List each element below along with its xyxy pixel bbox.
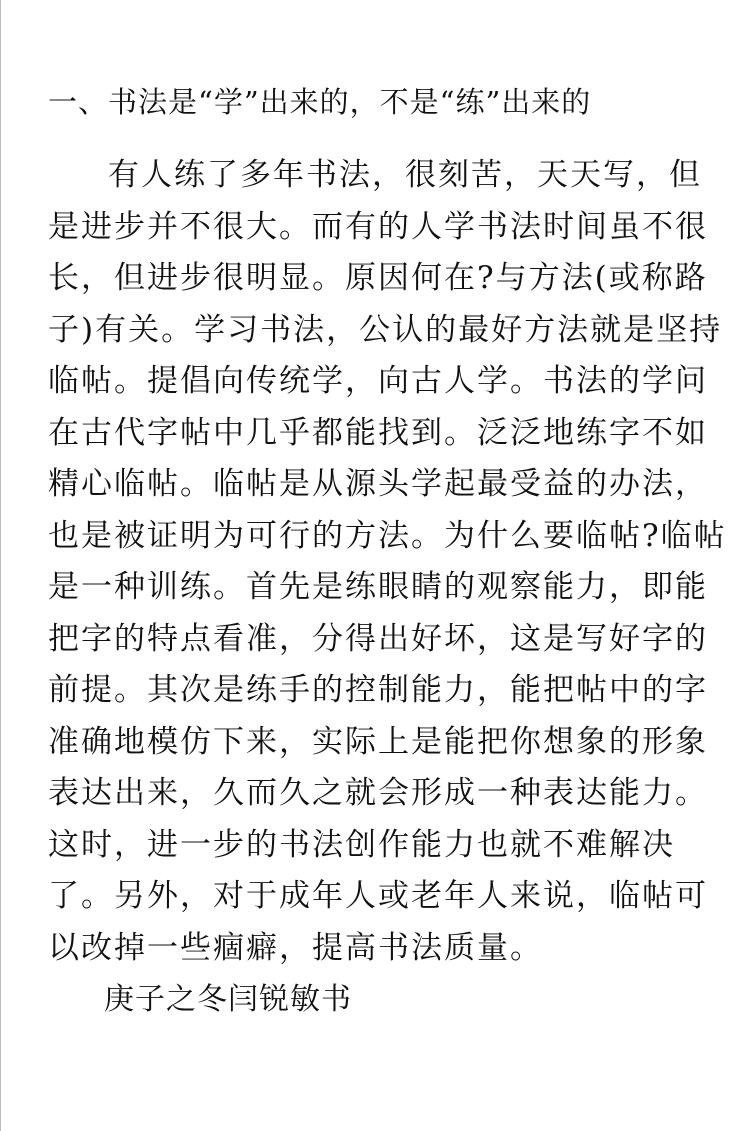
body-paragraph [48,150,727,974]
author-signature: 庚子之冬闫锐敏书 [104,982,352,1017]
paragraph-line: 有人练了多年书法，很刻苦，天天写，但 [108,157,702,193]
paragraph-line: 是一种训练。首先是练眼睛的观察能力，即能 [48,569,708,605]
paragraph-line: 以改掉一些痼癖，提高书法质量。 [48,929,543,966]
paragraph-line: 精心临帖。临帖是从源头学起最受益的办法， [48,466,708,502]
paragraph-line: 也是被证明为可行的方法。为什么要临帖?临帖 [48,517,727,554]
paragraph-line: 前提。其次是练手的控制能力，能把帖中的字 [48,672,708,708]
paragraph-line: 表达出来，久而久之就会形成一种表达能力。 [48,775,708,811]
paragraph-line: 在古代字帖中几乎都能找到。泛泛地练字不如 [48,414,708,451]
document-content [48,78,727,1026]
paragraph-line: 了。另外，对于成年人或老年人来说，临帖可 [48,878,708,914]
paragraph-line: 把字的特点看准，分得出好坏，这是写好字的 [48,620,708,657]
paragraph-line: 准确地模仿下来，实际上是能把你想象的形象 [48,723,708,760]
paragraph-line: 长，但进步很明显。原因何在?与方法(或称路 [48,260,708,296]
paragraph-line: 是进步并不很大。而有的人学书法时间虽不很 [48,208,708,245]
paragraph-line: 临帖。提倡向传统学，向古人学。书法的学问 [48,363,708,399]
page-left-border [0,0,1,1131]
document-heading: 一、书法是“学”出来的，不是“练”出来的 [48,85,592,119]
paragraph-line: 子)有关。学习书法，公认的最好方法就是坚持 [48,311,723,348]
paragraph-line: 这时，进一步的书法创作能力也就不难解决 [48,826,675,863]
